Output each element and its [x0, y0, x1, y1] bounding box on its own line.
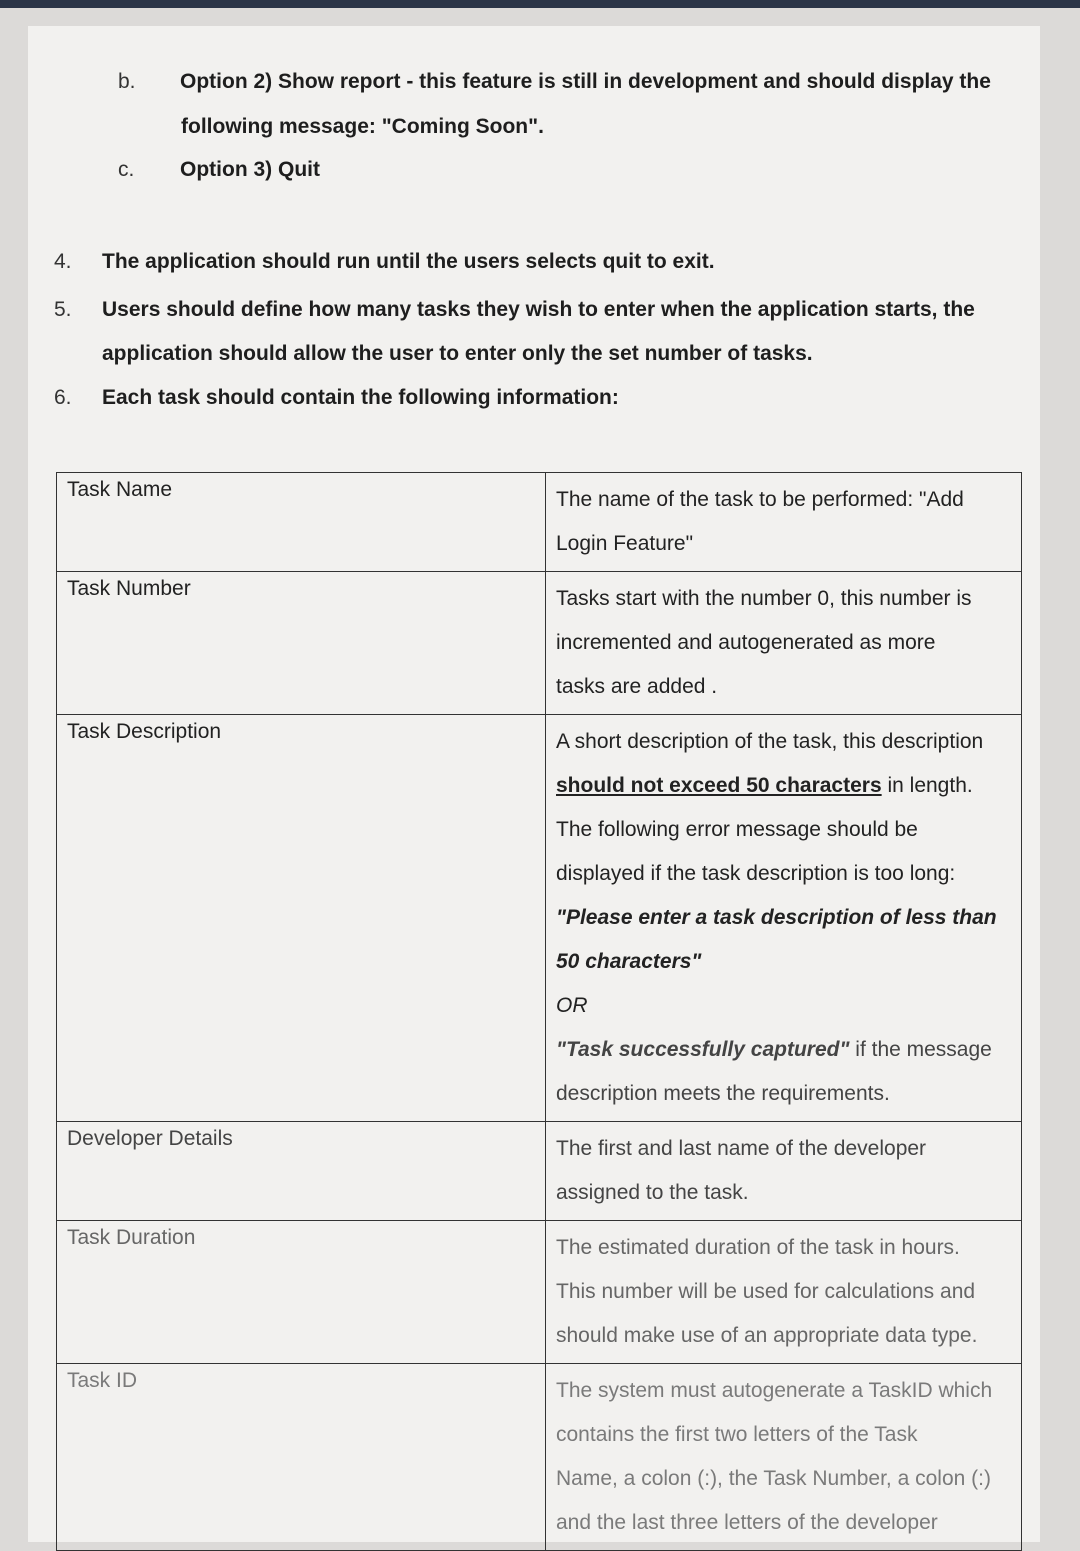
list-item-5-continued: application should allow the user to enter only the set number of tasks. — [102, 342, 813, 365]
list-item-5 — [54, 298, 975, 322]
table-row — [57, 1221, 1022, 1364]
list-item-text: Option 3) Quit — [180, 158, 320, 181]
or-text: OR — [556, 994, 588, 1017]
table-label-cell: Task Name — [57, 473, 546, 572]
table-row — [57, 1364, 1022, 1551]
list-item-b-continued: following message: "Coming Soon". — [181, 115, 544, 138]
desc-line: assigned to the task. — [556, 1181, 749, 1204]
list-item-c — [118, 158, 320, 182]
desc-line — [556, 764, 1011, 808]
table-label-cell: Task Number — [57, 572, 546, 715]
task-info-table — [56, 472, 1022, 1551]
table-row — [57, 473, 1022, 572]
table-row — [57, 572, 1022, 715]
desc-line: Name, a colon (:), the Task Number, a colon (:) — [556, 1467, 991, 1490]
success-message: "Task successfully captured" — [556, 1038, 850, 1061]
list-item-text: Users should define how many tasks they wish to enter when the application starts, the — [102, 298, 975, 321]
desc-text: in length. — [881, 774, 973, 797]
desc-line: A short description of the task, this description — [556, 730, 984, 753]
desc-line: Login Feature" — [556, 532, 694, 555]
underlined-text: should not exceed 50 characters — [556, 774, 882, 797]
table-desc-cell — [546, 1122, 1022, 1221]
list-marker: b. — [118, 70, 136, 93]
error-message-line: "Please enter a task description of less than — [556, 906, 997, 929]
table-label-cell: Task Duration — [57, 1221, 546, 1364]
desc-line — [556, 1028, 1011, 1072]
error-message-line: 50 characters" — [556, 950, 702, 973]
table-desc-cell — [546, 473, 1022, 572]
table-label-cell: Developer Details — [57, 1122, 546, 1221]
table-row — [57, 1122, 1022, 1221]
list-item-text: The application should run until the users selects quit to exit. — [102, 250, 715, 273]
list-marker: c. — [118, 158, 135, 181]
desc-line: The system must autogenerate a TaskID which — [556, 1379, 993, 1402]
table-label-cell: Task Description — [57, 715, 546, 1122]
list-item-text: Option 2) Show report - this feature is still in development and should display the — [180, 70, 991, 93]
table-desc-cell — [546, 572, 1022, 715]
list-item-4 — [54, 250, 715, 274]
table-row — [57, 715, 1022, 1122]
desc-line: and the last three letters of the developer — [556, 1511, 938, 1534]
desc-line: The name of the task to be performed: "Add — [556, 488, 964, 511]
table-desc-cell — [546, 715, 1022, 1122]
list-item-text: Each task should contain the following information: — [102, 386, 619, 409]
desc-line: should make use of an appropriate data type. — [556, 1324, 978, 1347]
list-item-6 — [54, 386, 619, 410]
desc-line: The following error message should be — [556, 818, 918, 841]
table-desc-cell — [546, 1364, 1022, 1551]
desc-line: displayed if the task description is too long: — [556, 862, 956, 885]
list-marker: 6. — [54, 386, 72, 409]
top-edge — [0, 0, 1080, 8]
desc-line: incremented and autogenerated as more — [556, 631, 936, 654]
desc-line: tasks are added . — [556, 675, 718, 698]
list-marker: 5. — [54, 298, 72, 321]
desc-line: This number will be used for calculations and — [556, 1280, 976, 1303]
table-label-cell: Task ID — [57, 1364, 546, 1551]
table-desc-cell — [546, 1221, 1022, 1364]
desc-line: contains the first two letters of the Task — [556, 1423, 918, 1446]
desc-line: description meets the requirements. — [556, 1082, 890, 1105]
list-item-b — [118, 70, 991, 94]
desc-line: Tasks start with the number 0, this number is — [556, 587, 972, 610]
desc-line: The first and last name of the developer — [556, 1137, 927, 1160]
list-marker: 4. — [54, 250, 72, 273]
desc-text: if the message — [849, 1038, 992, 1061]
desc-line: The estimated duration of the task in hours. — [556, 1236, 960, 1259]
